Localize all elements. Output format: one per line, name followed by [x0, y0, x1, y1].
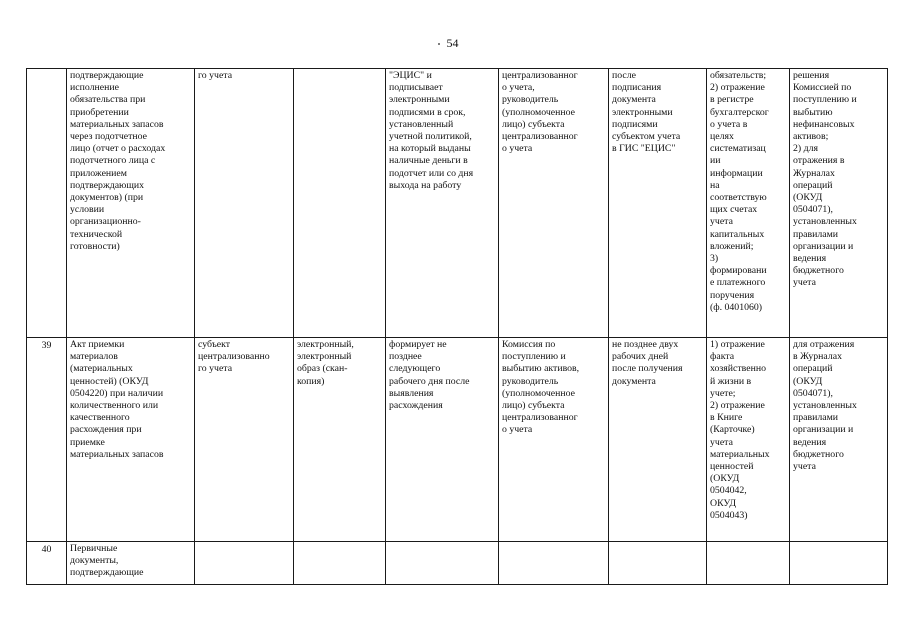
cell-document-name: Акт приемки материалов (материальных ценностей) (ОКУД 0504220) при наличии количественного или качественного расхождения при приемке материальных запасов	[67, 338, 195, 542]
table-row	[27, 69, 888, 338]
cell-reflection: 1) отражение факта хозяйственно й жизни в учете; 2) отражение в Книге (Карточке) учета материальных ценностей (ОКУД 0504042, ОКУД 0504043)	[707, 338, 790, 542]
cell-creator: субъект централизованно го учета	[195, 338, 294, 542]
table-row	[27, 338, 888, 542]
cell-creator: го учета	[195, 69, 294, 338]
cell-document-name: подтверждающие исполнение обязательства при приобретении материальных запасов через подотчетное лицо (отчет о расходах подотчетного лица с приложением подтверждающих документов) (при условии организационно- технической готовности)	[67, 69, 195, 338]
cell-deadline: формирует не позднее следующего рабочего дня после выявления расхождения	[386, 338, 499, 542]
cell-form: электронный, электронный образ (скан- копия)	[294, 338, 386, 542]
scan-speck	[438, 43, 440, 45]
cell-other: решения Комиссией по поступлению и выбытию нефинансовых активов; 2) для отражения в Журналах операций (ОКУД 0504071), установленных правилами организации и ведения бюджетного учета	[790, 69, 888, 338]
cell-submission: после подписания документа электронными подписями субъектом учета в ГИС "ЕЦИС"	[609, 69, 707, 338]
document-table	[26, 68, 888, 585]
cell-number	[27, 69, 67, 338]
cell-creator	[195, 542, 294, 585]
table-row	[27, 542, 888, 585]
cell-form	[294, 69, 386, 338]
cell-signer: Комиссия по поступлению и выбытию активов, руководитель (уполномоченное лицо) субъекта централизованног о учета	[499, 338, 609, 542]
cell-deadline	[386, 542, 499, 585]
cell-submission: не позднее двух рабочих дней после получения документа	[609, 338, 707, 542]
cell-signer	[499, 542, 609, 585]
cell-deadline: "ЭЦИС" и подписывает электронными подписями в срок, установленный учетной политикой, на который выданы наличные деньги в подотчет или со дня выхода на работу	[386, 69, 499, 338]
cell-document-name: Первичные документы, подтверждающие	[67, 542, 195, 585]
cell-signer: централизованног о учета, руководитель (уполномоченное лицо) субъекта централизованног о учета	[499, 69, 609, 338]
cell-number: 39	[27, 338, 67, 542]
cell-form	[294, 542, 386, 585]
cell-number: 40	[27, 542, 67, 585]
cell-reflection	[707, 542, 790, 585]
cell-submission	[609, 542, 707, 585]
cell-other: для отражения в Журналах операций (ОКУД 0504071), установленных правилами организации и ведения бюджетного учета	[790, 338, 888, 542]
cell-other	[790, 542, 888, 585]
page-number: 54	[446, 36, 459, 50]
cell-reflection: обязательств; 2) отражение в регистре бухгалтерског о учета в целях систематизац ии информации на соответствую щих счетах учета капитальных вложений; 3) формировани е платежного поручения (ф. 0401060)	[707, 69, 790, 338]
